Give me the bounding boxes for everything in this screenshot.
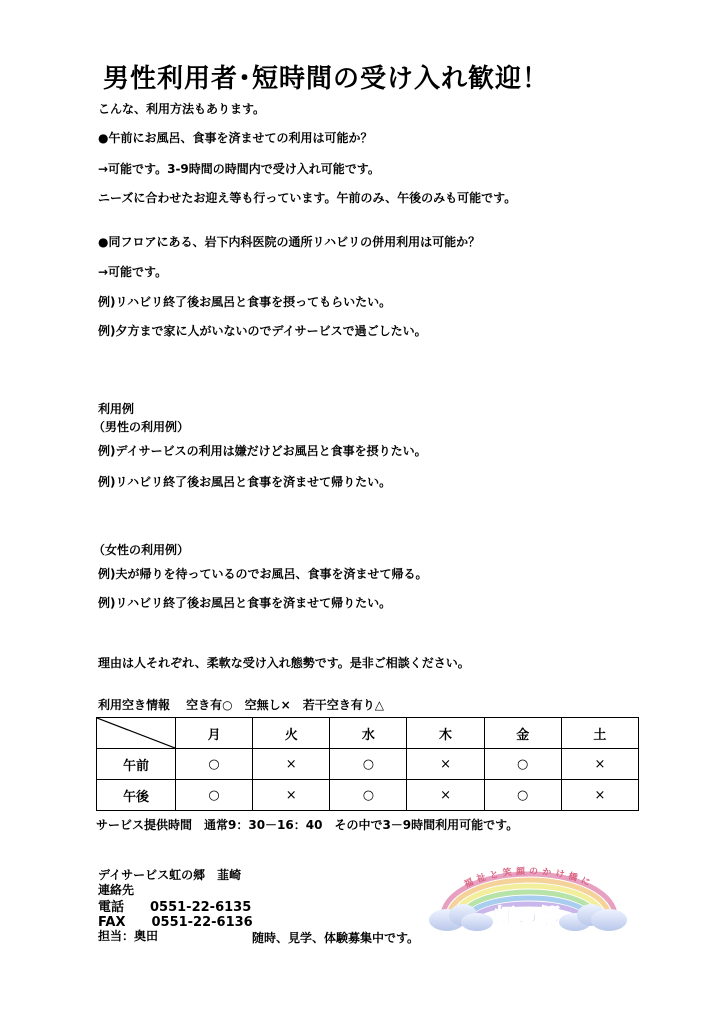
availability-mark: × [561,780,638,811]
availability-mark: ○ [176,780,253,811]
female-example-1: 例)夫が帰りを待っているのでお風呂、食事を済ませて帰る。 [98,567,428,581]
availability-mark: ○ [330,780,407,811]
q2-example-2: 例)夕方まで家に人がいないのでデイサービスで過ごしたい。 [98,324,427,338]
table-header-row [97,718,639,749]
availability-mark: ○ [484,749,561,780]
table-corner-cell [97,718,176,749]
availability-mark: × [253,780,330,811]
diagonal-line [97,718,175,748]
availability-mark: × [407,780,484,811]
day-header: 金 [484,718,561,749]
day-header: 土 [561,718,638,749]
q2-example-1: 例)リハビリ終了後お風呂と食事を摂ってもらいたい。 [98,295,392,309]
q2-answer: →可能です。 [98,265,168,279]
niji-no-sato-logo [425,860,630,935]
reason-text: 理由は人それぞれ、柔軟な受け入れ態勢です。是非ご相談ください。 [98,656,470,670]
table-row [97,780,639,811]
contact-person: 担当：奥田 [98,929,159,943]
availability-mark: ○ [176,749,253,780]
availability-mark: ○ [484,780,561,811]
table-row [97,749,639,780]
row-label: 午前 [97,749,176,780]
fax-number: FAX 0551-22-6136 [98,915,253,930]
usage-heading: 利用例 [98,402,135,416]
male-usage-heading: （男性の利用例） [93,420,190,434]
logo-tagline: 福祉と笑顔のかけ橋に [462,866,596,891]
facility-name: デイサービス虹の郷 韮崎 [98,868,242,882]
q2-question: ●同フロアにある、岩下内科医院の通所リハビリの併用利用は可能か？ [98,235,481,249]
logo-name: 虹の郷 [493,904,561,930]
intro-text: こんな、利用方法もあります。 [98,102,266,116]
availability-table [96,717,639,811]
day-header: 水 [330,718,407,749]
q1-answer: →可能です。3-9時間の時間内で受け入れ可能です。 [98,162,380,176]
day-header: 月 [176,718,253,749]
availability-mark: × [253,749,330,780]
day-header: 木 [407,718,484,749]
contact-label: 連絡先 [98,883,135,897]
q1-answer-detail: ニーズに合わせたお迎え等も行っています。午前のみ、午後のみも可能です。 [98,191,517,205]
availability-mark: ○ [330,749,407,780]
availability-caption: 利用空き情報 空き有○ 空無し× 若干空き有り△ [98,698,384,712]
availability-mark: × [407,749,484,780]
phone-number: 電話 0551-22-6135 [98,900,252,915]
q1-question: ●午前にお風呂、食事を済ませての利用は可能か？ [98,131,373,145]
availability-mark: × [561,749,638,780]
page-title: 男性利用者･短時間の受け入れ歓迎！ [103,64,550,94]
recruit-notice: 随時、見学、体験募集中です。 [252,931,420,945]
row-label: 午後 [97,780,176,811]
male-example-2: 例)リハビリ終了後お風呂と食事を済ませて帰りたい。 [98,475,392,489]
female-usage-heading: （女性の利用例） [93,543,190,557]
male-example-1: 例)デイサービスの利用は嫌だけどお風呂と食事を摂りたい。 [98,444,427,458]
service-hours: サービス提供時間 通常9：30－16：40 その中で3－9時間利用可能です。 [96,818,519,832]
cloud-left [429,904,493,931]
day-header: 火 [253,718,330,749]
female-example-2: 例)リハビリ終了後お風呂と食事を済ませて帰りたい。 [98,596,392,610]
